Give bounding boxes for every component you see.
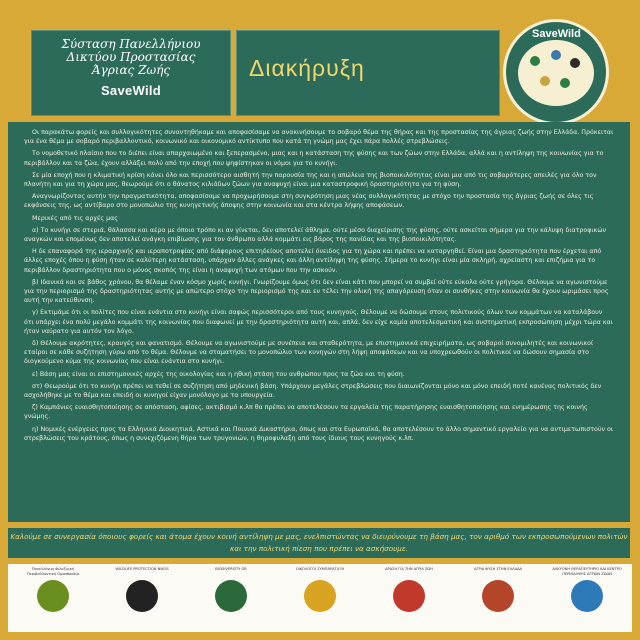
logo-text: SaveWild bbox=[532, 28, 581, 40]
partner-logo bbox=[285, 567, 355, 612]
declaration-paragraph: Αναγνωρίζοντας αυτήν την πραγματικότητα, αποφασίσαμε να προχωρήσουμε στη συγκρότηση μιας νέας συλλογικότητας με στόχο την προστασία της άγριας ζωής σε όλες τις εκφάνσεις της, ως αντίβαρο στο μονοπώλιο της κυνηγετικής άποψης στην κοινωνία και στα κέντρα λήψης αποφάσεων. bbox=[24, 193, 594, 210]
declaration-paragraph: στ) Θεωρούμε ότι το κυνήγι πρέπει να τεθεί σε συζήτηση από μηδενική βάση. Υπάρχουν μεγάλες στρεβλώσεις που διαιωνίζονται μόνο και μόνο επειδή ποτέ κανένας πολιτικός δεν ασχολήθηκε με το θέμα και επειδή οι κυνηγοί είχαν μονόλογο με τα υπουργεία. bbox=[24, 382, 602, 400]
partner-name: ΟΙΚΟΛΟΓΟΙ ΣΥΜΠΑΡΑΤΑΞΗ bbox=[295, 567, 345, 571]
partner-logo bbox=[107, 567, 177, 612]
org-line: Δικτύου Προστασίας bbox=[66, 50, 196, 64]
logo-inner-circle bbox=[518, 40, 594, 106]
partner-name: WILDLIFE PROTECTION NIKOS bbox=[115, 567, 169, 571]
declaration-paragraph: β) Ιδανικά και σε βάθος χρόνου, θα θέλαμε έναν κόσμο χωρίς κυνήγι. Γνωρίζουμε όμως ότι δεν είναι κάτι που μπορεί να συμβεί ούτε εύκολα ούτε γρήγορα. Θέλουμε να αγωνιστούμε για την περιορισμό της δραστηριότητας αυτής με απώτερο στόχο την περιορισμό της και εν τέλει την ολική της απαγόρευση όταν οι συνθήκες στην κοινωνία θα έχουν ωριμάσει προς αυτή την κατεύθυνση. bbox=[24, 278, 609, 305]
partner-name: Πανελλήνιοι Φιλοζωική Περιβαλλοντική Ομοσπονδία bbox=[27, 567, 79, 576]
bird-icon bbox=[551, 50, 561, 60]
partner-emblem-icon bbox=[393, 580, 425, 612]
declaration-paragraph: Μερικές από τις αρχές μας bbox=[32, 214, 118, 222]
org-line: Άγριας Ζωής bbox=[91, 63, 171, 77]
bee-icon bbox=[540, 76, 550, 86]
partner-emblem-icon bbox=[126, 580, 158, 612]
declaration-paragraph: ε) Βάση μας είναι οι επιστημονικές αρχές της οικολογίας και η ηθική στάση του ανθρώπου προς τα ζώα και τη φύση. bbox=[32, 370, 405, 378]
partner-name: ΑΓΡΙΑ ΦΥΣΗ ΣΤΗΝ ΕΛΛΑΔΑ bbox=[474, 567, 522, 571]
brand-name: SaveWild bbox=[100, 83, 162, 98]
top-strip bbox=[0, 0, 640, 8]
org-name-box bbox=[31, 30, 231, 116]
declaration-paragraph: δ) Θέλουμε ακρότητες, κραυγές και φανατισμό. Θέλουμε να αγωνιστούμε με συνέπεια και σταθερότητα, με επιστημονικά επιχειρήματα, ως σοβαροί συνομιλητές και κοινωνικοί εταίροι σε κάθε συζήτηση γύρω από το θέμα. Θέλουμε να σταματήσει το μονοπώλιο των κυνηγών στη λήψη αποφάσεων και να υποχρεωθούν οι πολιτικοί να δώσουν σημασία στο διογκούμενο κύμα της κοινωνίας που είναι ενάντια στο κυνήγι. bbox=[24, 340, 594, 366]
partner-name: ΔΡΑΣΗ ΓΙΑ ΤΗΝ ΑΓΡΙΑ ΖΩΗ bbox=[385, 567, 433, 571]
partner-emblem-icon bbox=[482, 580, 514, 612]
declaration-paragraph: ζ) Καμπάνιες ευαισθητοποίησης σε απόσταση, αφίσες, ακτιβισμό κ.λπ θα πρέπει να αποτελέσουν τα εργαλεία της παρατήρησης ευαισθητοποίησης και ενημέρωσης της κοινής γνώμης. bbox=[24, 404, 588, 421]
call-to-action: Καλούμε σε συνεργασία όποιους φορείς και άτομα έχουν κοινή αντίληψη με μας, ενελπιστώντας να διευρύνουμε τη βάση μας, τον αριθμό των εκπροσωπούμενων πολιτών και την πολιτική πίεση που πρέπει να ασκήσουμε. bbox=[8, 528, 630, 558]
declaration-paragraph: γ) Εκτιμάμε ότι οι πολίτες που είναι ενάντια στο κυνήγι είναι σαφώς περισσότεροι από τους κυνηγούς. Θέλουμε να δώσουμε στους πολιτικούς όλων των κομμάτων να καταλάβουν ότι υπάρχει ένα πολύ μεγάλο κομμάτι της κοινωνίας που διαφωνεί με την δραστηριότητα αυτή και, απλά, δεν είχε καμία αποτελεσματική και συστηματική εκπροσώπηση μέχρι τώρα και ήταν ναύρατο για αυτόν τον λόγο. bbox=[24, 309, 613, 335]
partner-name: ΑΛΚΥΟΝΗ ΘΕΡΑΠΕΥΤΗΡΙΟ ΚΑΙ ΚΕΝΤΡΟ ΠΕΡΙΘΑΛΨΗΣ ΑΓΡΙΩΝ ΖΩΩΝ bbox=[552, 567, 622, 576]
partner-logo bbox=[552, 567, 622, 612]
declaration-paragraph: α) Το κυνήγι σε στεριά, θάλασσα και αέρα με όποιο τρόπο κι αν γίνεται, δεν αποτελεί άθλημα, ούτε μέσο διαχείρισης της φύσης, ούτε ασκείται σήμερα για την κάλυψη διατροφικών αναγκών και επομένως δεν αποτελεί ανάγκη επιβίωσης για τον άνθρωπο αλλά κομμάτι εις βάρος της πανίδας και της βιοποικιλότητας. bbox=[24, 226, 607, 244]
partner-emblem-icon bbox=[304, 580, 336, 612]
partner-logo bbox=[463, 567, 533, 612]
partner-emblem-icon bbox=[571, 580, 603, 612]
partner-logo bbox=[196, 567, 266, 612]
paw-icon bbox=[570, 58, 580, 68]
page-title: Διακήρυξη bbox=[249, 55, 365, 81]
partner-emblem-icon bbox=[37, 580, 69, 612]
savewild-logo bbox=[503, 19, 609, 125]
declaration-paragraph: Το νομοθετικό πλαίσιο που το διέπει είναι απαρχαιωμένο και ξεπερασμένο, μιας και η κατάσταση της φύσης και των ζώων στην Ελλάδα, αλλά και η αντίληψη της κοινωνίας για το περιβάλλον και τα ζώα, έχουν αλλάξει πολύ από την εποχή που ψηφίστηκαν οι νόμοι για το κυνήγι. bbox=[24, 150, 604, 167]
declaration-paragraph: Σε μία εποχή που η κλιματική κρίση κάνει όλο και περισσότερο αισθητή την παρουσία της και η απώλεια της βιοποικιλότητας είναι μια από τις σοβαρότερες απειλές για όλο τον πλανήτη και για τη χώρα μας, θεωρούμε ότι ο θάνατος κιλιάδων ζώων για αναψυχή είναι μια καταστροφική δραστηριότητα για τη φύση. bbox=[24, 171, 597, 189]
paw-icon bbox=[530, 56, 540, 66]
partner-logo bbox=[18, 567, 88, 612]
declaration-body bbox=[8, 122, 630, 522]
declaration-paragraph: Η δε επαναφορά της ιεραρχικής και ιεραποτροφίας από διάφορους επιτηδείους αποτελεί όνειδος για τη χώρα και πρέπει να καταργηθεί. Είναι μια δραστηριότητα που έρχεται από άλλες εποχές όπου η φύση ήταν σε καλύτερη κατάσταση, υπάρχαν άλλες ανάγκες και άλλη αντίληψη της φύσης. Σήμερα το κυνήγι είναι μία σκληρή, αχρείαστη και επιζήμια για το περιβάλλον δραστηριότητα που ο μόνος σκοπός της είναι η αναψυχή των ατόμων που την ασκούν. bbox=[24, 248, 602, 274]
partner-emblem-icon bbox=[215, 580, 247, 612]
declaration-paragraph: η) Νομικές ενέργειες προς τα Ελληνικά Διοικητικά, Αστικά και Ποινικά Δικαστήρια, όπως και στα Ευρωπαϊκά, θα αποτελέσουν το άλλο σημαντικό εργαλείο για να αντιμετωπιστούν οι στρεβλώσεις του κράτους, όπως η συνεχιζόμενη θήρα των τρυγονιών, η θηροφυλαξη από τους ίδιους τους κυνηγούς κ.λπ. bbox=[24, 425, 614, 442]
declaration-paragraph: Οι παρακάτω φορείς και συλλογικότητες συναντηθήκαμε και αποφασίσαμε να ανακινήσουμε το σοβαρό θέμα της θήρας και της προστασίας της άγριας ζωής στην Ελλάδα. Πρόκειται για ένα θέμα με σοβαρό περιβαλλοντικό, κοινωνικό και οικονομικό αντίκτυπο που κατά τη γνώμη μας έχει πάρα πολλές στρεβλώσεις. bbox=[24, 129, 614, 146]
partner-logo bbox=[374, 567, 444, 612]
partner-name: BIODIVERSITY GR bbox=[215, 567, 247, 571]
leaf-icon bbox=[560, 78, 570, 88]
org-line: Σύσταση Πανελλήνιου bbox=[61, 37, 201, 51]
title-box bbox=[236, 30, 500, 116]
partner-logos-strip bbox=[8, 564, 632, 632]
